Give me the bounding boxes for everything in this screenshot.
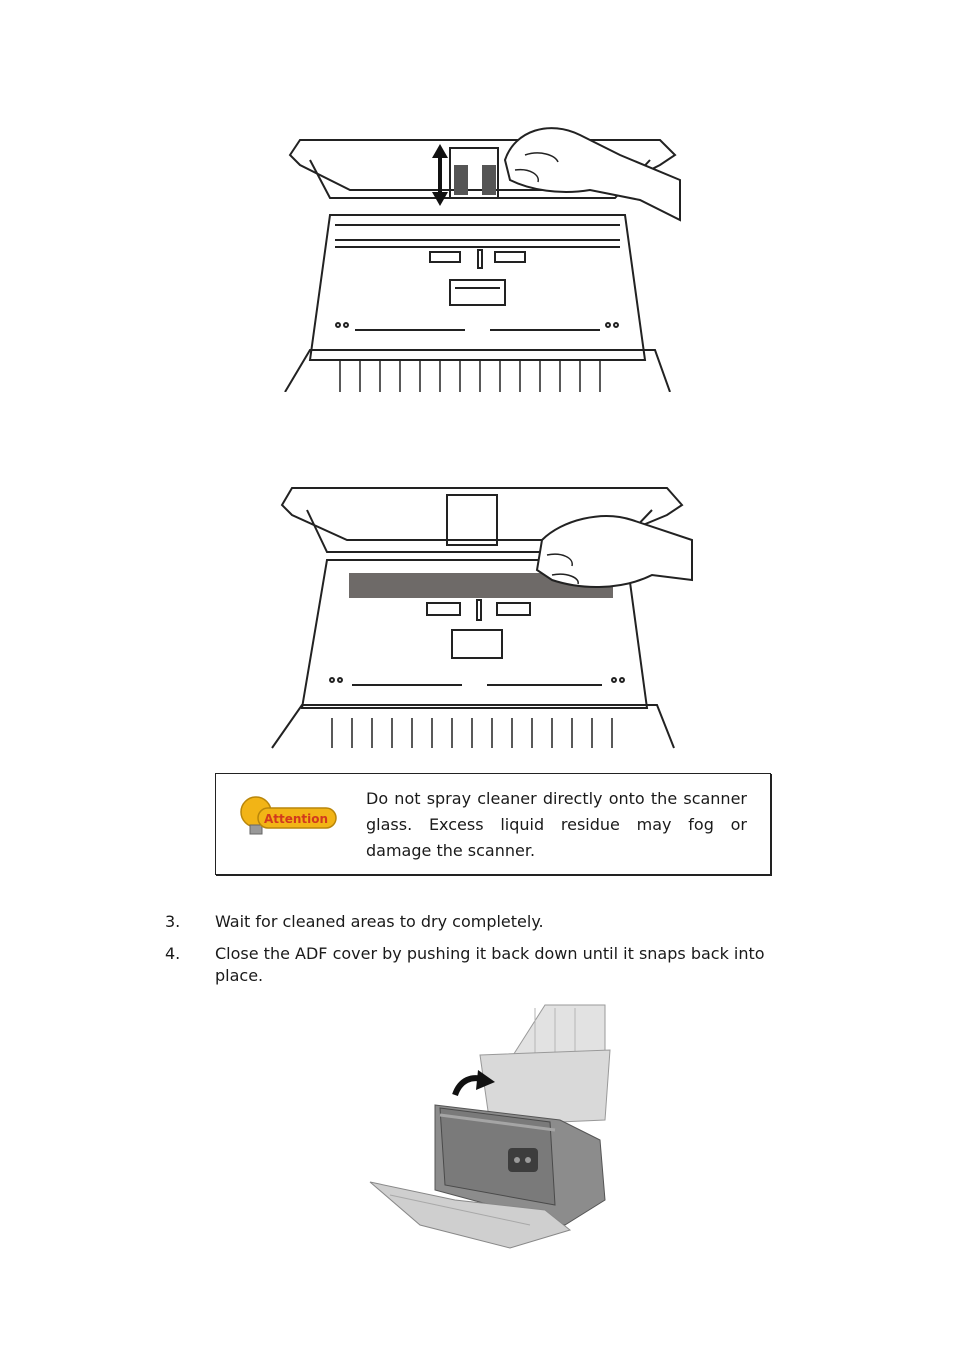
step-number: 4. xyxy=(165,944,181,963)
attention-text: Do not spray cleaner directly onto the scanner glass. Excess liquid residue may fog or damage the scanner. xyxy=(366,789,747,860)
step-text: Close the ADF cover by pushing it back down until it snaps back into place. xyxy=(215,944,765,985)
list-item xyxy=(165,911,825,933)
svg-text:Attention: Attention xyxy=(263,812,329,826)
glass-cleaning-illustration xyxy=(262,480,702,752)
step-text: Wait for cleaned areas to dry completely. xyxy=(215,912,544,931)
close-adf-cover-illustration xyxy=(360,1000,630,1250)
list-item xyxy=(165,943,825,987)
attention-lightbulb-icon xyxy=(238,794,342,838)
roller-cleaning-illustration xyxy=(270,120,690,392)
step-number: 3. xyxy=(165,912,181,931)
attention-note xyxy=(215,773,771,875)
